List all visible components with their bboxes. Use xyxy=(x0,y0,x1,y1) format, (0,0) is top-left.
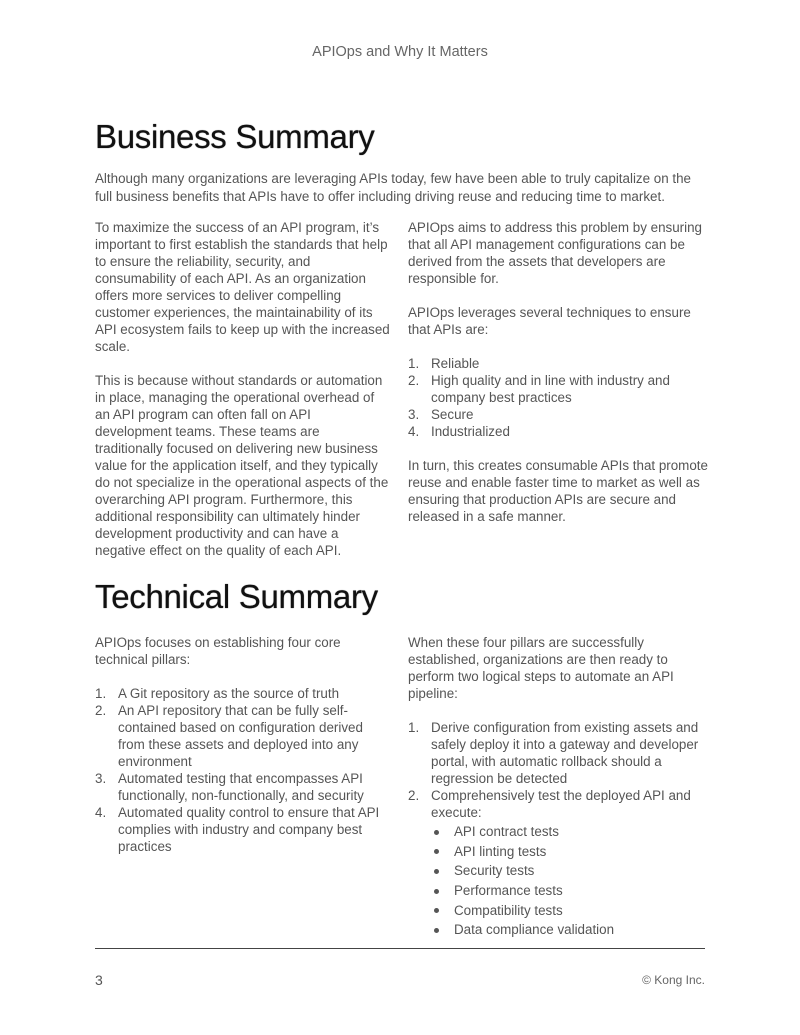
bullet-text: Compatibility tests xyxy=(454,902,563,918)
list-item-text: High quality and in line with industry and company best practices xyxy=(431,373,670,405)
paragraph: In turn, this creates consumable APIs that promote reuse and enable faster time to market as well as ensuring that production APIs are secure and released in a safe manner. xyxy=(408,458,708,524)
list-item xyxy=(95,804,380,855)
bullet-icon xyxy=(434,849,439,854)
pipeline-steps-list xyxy=(408,719,713,938)
list-number: 2. xyxy=(95,703,107,718)
list-number: 1. xyxy=(95,686,107,701)
bullet-text: API contract tests xyxy=(454,824,559,839)
footer-divider xyxy=(95,948,705,949)
bullet-item xyxy=(431,921,713,938)
bullet-text: Security tests xyxy=(454,863,535,879)
bullet-item xyxy=(431,862,713,879)
list-item-text: Reliable xyxy=(431,356,480,371)
copyright-notice: © Kong Inc. xyxy=(642,973,705,987)
list-number: 1. xyxy=(408,356,420,371)
bullet-item xyxy=(431,882,713,899)
list-number: 4. xyxy=(95,805,107,820)
list-item xyxy=(408,423,708,440)
list-number: 3. xyxy=(408,407,420,422)
list-item-text: Automated quality control to ensure that API complies with industry and company best practices xyxy=(118,805,380,854)
paragraph: This is because without standards or automation in place, managing the operational overhead of an API program can often fall on API development teams. These teams are traditionally focused on delivering new business value for the application itself, and they typically do not specialize in the operational aspects of the overarching API program. Furthermore, this additional responsibility can ultimately hinder development productivity and can have a negative effect on the quality of each API. xyxy=(95,373,389,558)
list-number: 2. xyxy=(408,373,420,388)
list-item xyxy=(95,770,380,804)
technical-pillars-list xyxy=(95,685,380,855)
paragraph: APIOps leverages several techniques to ensure that APIs are: xyxy=(408,305,691,337)
list-item xyxy=(408,372,708,406)
paragraph: When these four pillars are successfully established, organizations are then ready to perform two logical steps to automate an API pipeline: xyxy=(408,635,674,701)
paragraph: APIOps focuses on establishing four core technical pillars: xyxy=(95,635,341,667)
list-item-text: An API repository that can be fully self-contained based on configuration derived from these assets and deployed into any environment xyxy=(118,703,363,769)
bullet-item xyxy=(431,843,713,860)
bullet-text: Data compliance validation xyxy=(454,922,615,938)
business-left-column xyxy=(95,219,390,559)
list-item-text: Secure xyxy=(431,407,474,422)
list-number: 4. xyxy=(408,424,420,439)
business-right-column xyxy=(408,219,708,525)
bullet-icon xyxy=(434,889,439,894)
list-item-text: Comprehensively test the deployed API and execute: xyxy=(431,788,691,820)
list-number: 1. xyxy=(408,720,420,735)
list-item xyxy=(408,787,713,938)
list-item-text: A Git repository as the source of truth xyxy=(118,686,340,701)
list-item xyxy=(408,406,708,423)
technical-right-column xyxy=(408,634,713,941)
bullet-text: Performance tests xyxy=(454,883,563,899)
test-types-list xyxy=(431,823,713,938)
list-item xyxy=(95,702,380,770)
list-item xyxy=(408,355,708,372)
bullet-item xyxy=(431,902,713,919)
bullet-text: API linting tests xyxy=(454,843,547,859)
bullet-icon xyxy=(434,830,439,835)
page-number: 3 xyxy=(95,972,103,988)
bullet-icon xyxy=(434,869,439,874)
business-intro-paragraph: Although many organizations are leveraging APIs today, few have been able to truly capitalize on the full business benefits that APIs have to offer including driving reuse and reducing time to market. xyxy=(95,171,692,204)
list-item-text: Automated testing that encompasses API functionally, non-functionally, and security xyxy=(118,771,364,803)
paragraph: To maximize the success of an API program, it’s important to first establish the standards that help to ensure the reliability, security, and consumability of each API. As an organization offers more services to deliver compelling customer experiences, the maintainability of its API ecosystem fails to keep up with the increased scale. xyxy=(95,220,390,354)
list-item xyxy=(408,719,713,787)
bullet-icon xyxy=(434,908,439,913)
bullet-item xyxy=(431,823,713,840)
running-header: APIOps and Why It Matters xyxy=(312,44,488,60)
list-number: 3. xyxy=(95,771,107,786)
technical-summary-heading: Technical Summary xyxy=(95,578,378,615)
paragraph: APIOps aims to address this problem by ensuring that all API management configurations can be derived from the assets that developers are responsible for. xyxy=(408,220,702,286)
list-number: 2. xyxy=(408,788,420,803)
technical-left-column xyxy=(95,634,380,855)
business-summary-heading: Business Summary xyxy=(95,118,375,155)
list-item-text: Industrialized xyxy=(431,424,510,439)
list-item-text: Derive configuration from existing assets and safely deploy it into a gateway and developer portal, with automatic rollback should a regression be detected xyxy=(431,720,699,786)
list-item xyxy=(95,685,380,702)
api-qualities-list xyxy=(408,355,708,440)
bullet-icon xyxy=(434,928,439,933)
